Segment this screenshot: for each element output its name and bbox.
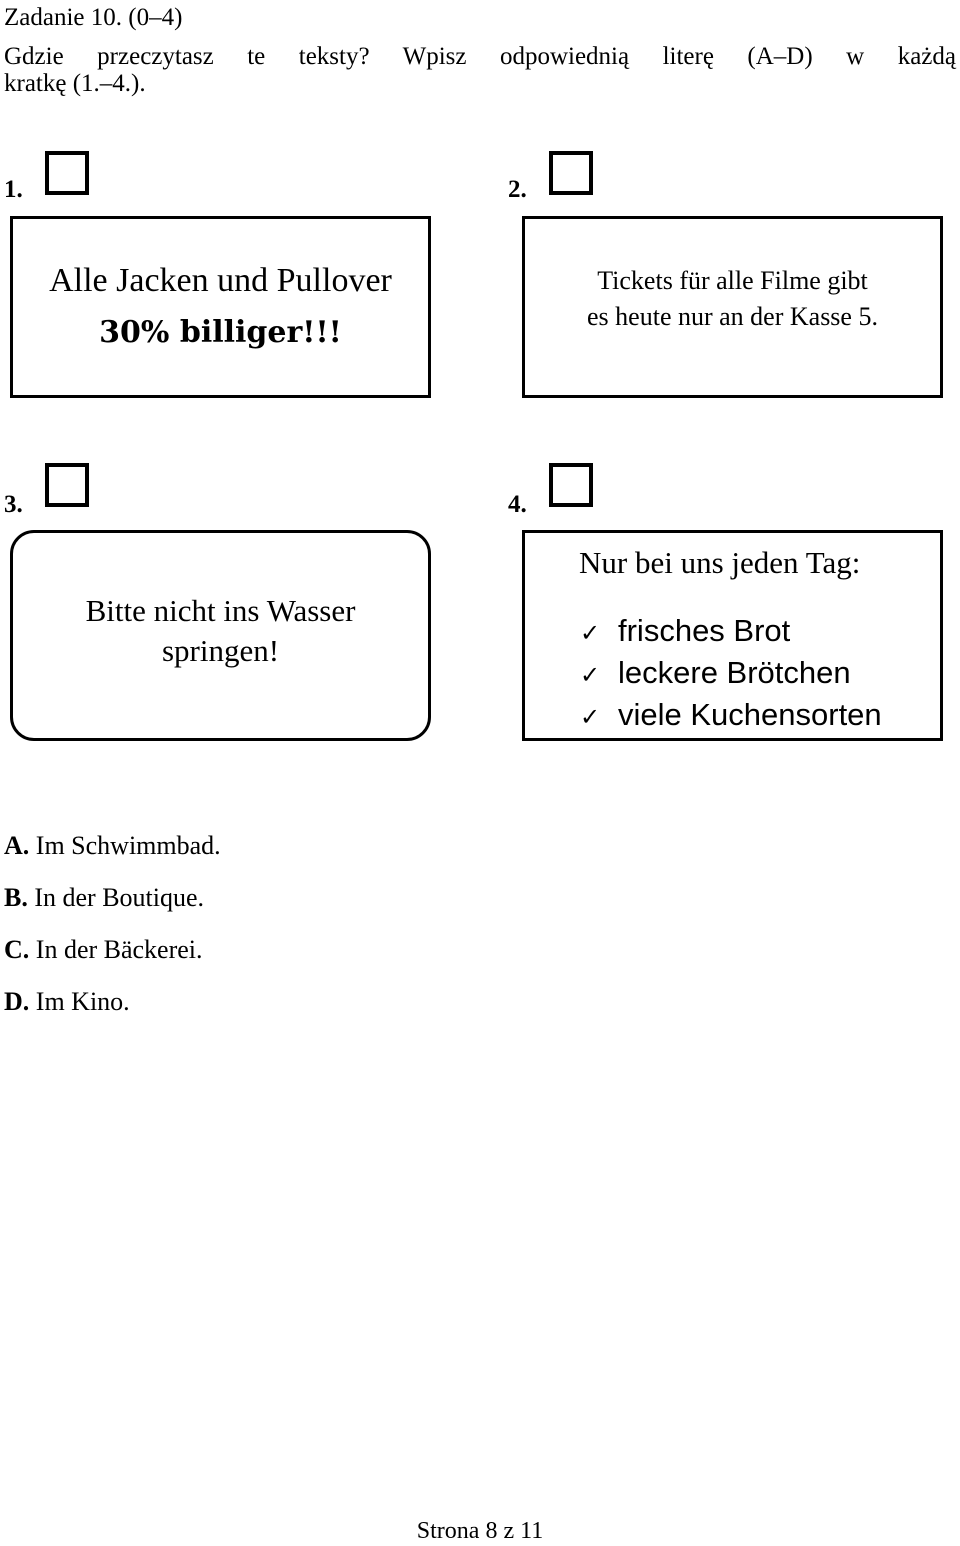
task-instruction-line-1: Gdzie przeczytasz te teksty? Wpisz odpowiednią literę (A–D) w każdą [4,43,956,70]
item-1-text-line-2: 30% billiger!!! [99,315,342,350]
list-item: ✓ frisches Brot [580,611,882,653]
item-4-number: 4. [508,491,527,518]
option-b: B. In der Boutique. [4,883,205,912]
item-2-sign [522,216,943,398]
checkmark-icon: ✓ [580,619,601,647]
item-1-number: 1. [4,176,23,203]
option-c: C. In der Bäckerei. [4,935,203,964]
item-3-sign [10,530,431,741]
option-a: A. Im Schwimmbad. [4,831,221,860]
answer-options [4,820,221,1028]
item-3-text-line-2: springen! [161,633,280,668]
item-4-heading: Nur bei uns jeden Tag: [579,545,861,580]
item-2-answer-box[interactable] [549,151,593,195]
item-2-text-line-2: es heute nur an der Kasse 5. [587,302,878,331]
checkmark-icon: ✓ [580,661,601,689]
list-item: ✓ viele Kuchensorten [580,695,882,737]
task-instruction-line-2: kratkę (1.–4.). [4,70,146,97]
checkmark-icon: ✓ [580,703,601,731]
option-d: D. Im Kino. [4,987,130,1016]
item-4-list [580,611,882,737]
item-1-answer-box[interactable] [45,151,89,195]
item-1-sign [10,216,431,398]
item-3-answer-box[interactable] [45,463,89,507]
item-3-text-line-1: Bitte nicht ins Wasser [85,593,356,628]
item-2-text-line-1: Tickets für alle Filme gibt [597,266,868,295]
task-title: Zadanie 10. (0–4) [4,4,183,31]
item-3-number: 3. [4,491,23,518]
item-2-number: 2. [508,176,527,203]
page-number: Strona 8 z 11 [416,1518,544,1544]
item-4-sign [522,530,943,741]
item-4-answer-box[interactable] [549,463,593,507]
list-item: ✓ leckere Brötchen [580,653,882,695]
item-1-text-line-1: Alle Jacken und Pullover [49,262,392,299]
